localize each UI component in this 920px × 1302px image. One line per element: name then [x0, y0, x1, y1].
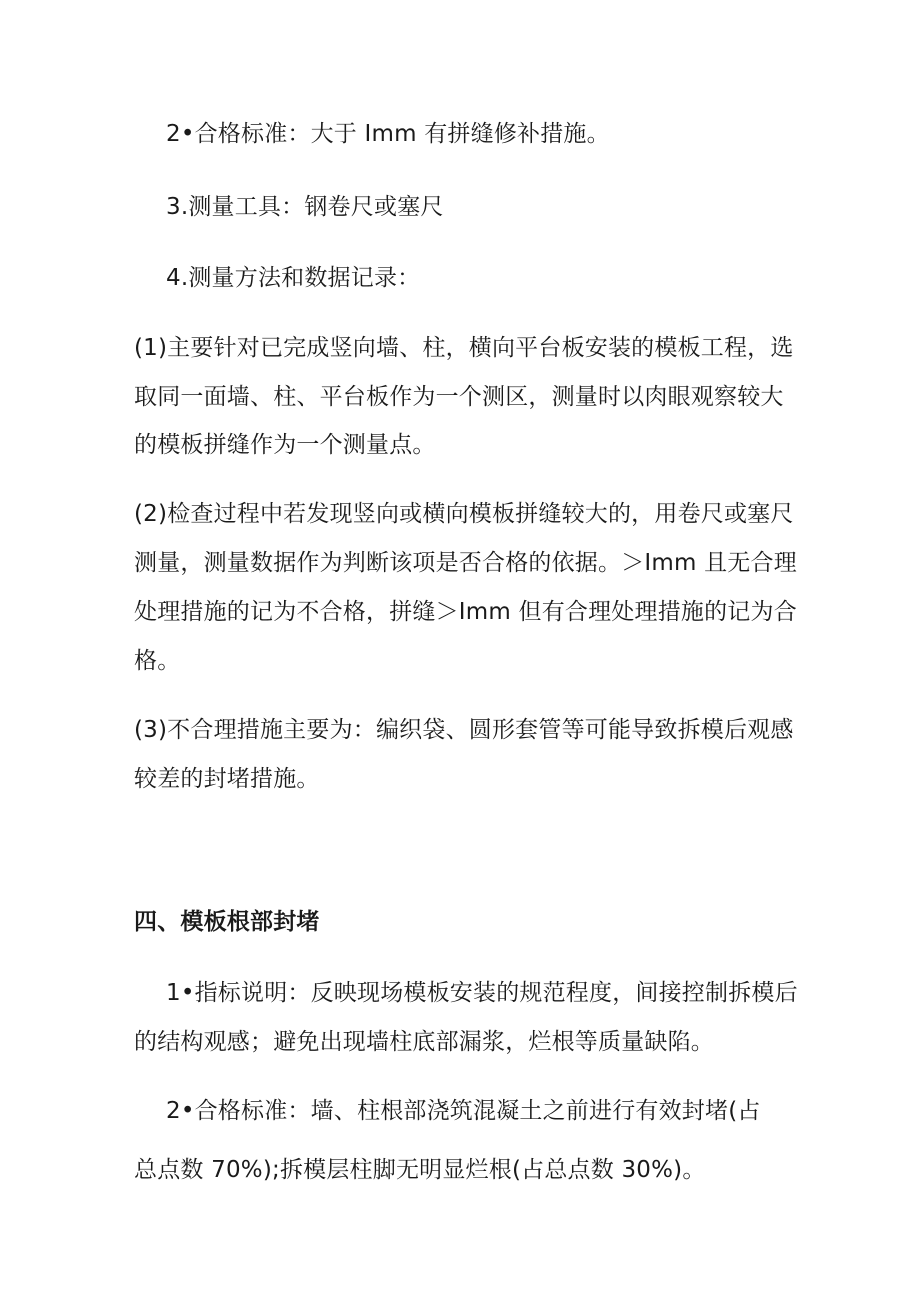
- text-line: (3)不合理措施主要为：编织袋、圆形套管等可能导致拆模后观感: [134, 717, 794, 743]
- text-line: 2•合格标准：墙、柱根部浇筑混凝土之前进行有效封堵(占: [166, 1098, 761, 1124]
- text-line: 格。: [134, 648, 181, 674]
- text-line: 2•合格标准：大于 Imm 有拼缝修补措施。: [166, 121, 610, 147]
- text-line: 3.测量工具：钢卷尺或塞尺: [166, 194, 444, 220]
- text-line: 1•指标说明：反映现场模板安装的规范程度，间接控制拆模后: [166, 980, 798, 1006]
- text-line: 较差的封堵措施。: [134, 766, 320, 792]
- text-line: 4.测量方法和数据记录：: [166, 265, 421, 291]
- text-line: 取同一面墙、柱、平台板作为一个测区，测量时以肉眼观察较大: [134, 384, 784, 410]
- text-line: 的模板拼缝作为一个测量点。: [134, 432, 436, 458]
- text-line: 总点数 70%);拆模层柱脚无明显烂根(占总点数 30%)。: [134, 1157, 706, 1183]
- text-line: (1)主要针对已完成竖向墙、柱，横向平台板安装的模板工程，选: [134, 335, 794, 361]
- section-heading: 四、模板根部封堵: [134, 909, 320, 935]
- text-line: (2)检查过程中若发现竖向或横向模板拼缝较大的，用卷尺或塞尺: [134, 501, 794, 527]
- text-line: 的结构观感；避免出现墙柱底部漏浆，烂根等质量缺陷。: [134, 1029, 714, 1055]
- text-line: 测量，测量数据作为判断该项是否合格的依据。＞Imm 且无合理: [134, 550, 797, 576]
- text-line: 处理措施的记为不合格，拼缝＞Imm 但有合理处理措施的记为合: [134, 599, 797, 625]
